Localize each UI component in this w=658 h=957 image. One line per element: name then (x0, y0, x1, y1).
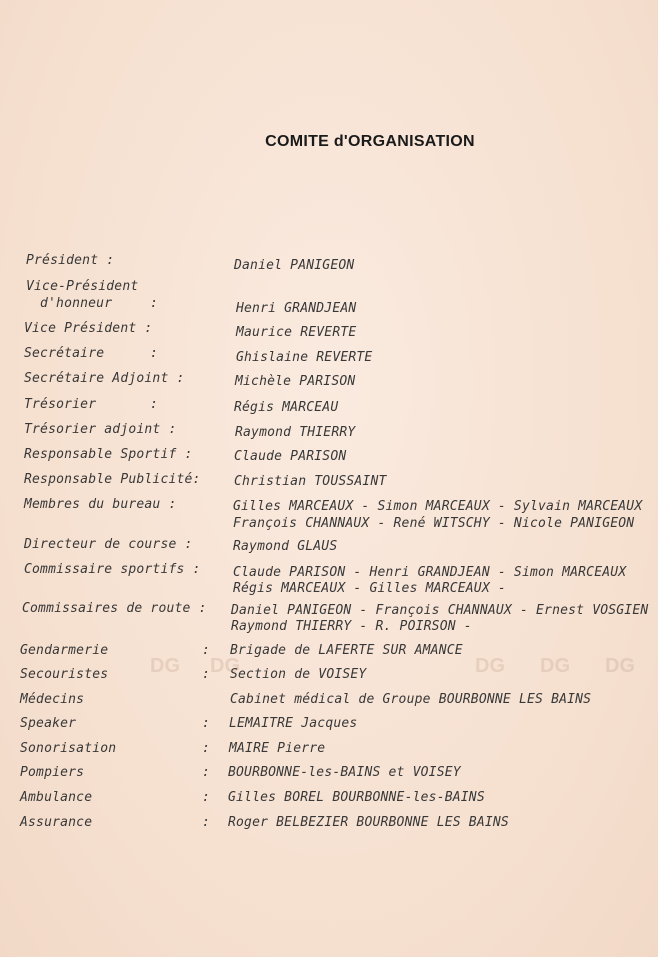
member-name: Régis MARCEAUX - Gilles MARCEAUX - (233, 581, 506, 596)
member-name: Roger BELBEZIER BOURBONNE LES BAINS (228, 815, 509, 830)
role-label: Vice Président : (24, 321, 153, 336)
colon-separator: : (202, 643, 211, 658)
role-label: Président : (26, 253, 115, 268)
member-name: Brigade de LAFERTE SUR AMANCE (230, 643, 463, 658)
role-label: Médecins (20, 692, 85, 707)
role-label: Pompiers (20, 765, 85, 780)
member-name: Claude PARISON - Henri GRANDJEAN - Simon MARCEAUX (233, 565, 627, 580)
role-label: Trésorier (24, 397, 97, 412)
colon-separator: : (202, 790, 211, 805)
member-name: Raymond THIERRY (235, 425, 356, 440)
role-label: Secouristes (20, 667, 109, 682)
member-name: Régis MARCEAU (234, 400, 339, 415)
role-label: Directeur de course : (24, 537, 193, 552)
role-label: Sonorisation (20, 741, 117, 756)
role-label: Speaker (20, 716, 77, 731)
member-name: Raymond GLAUS (233, 539, 338, 554)
role-label: Ambulance (20, 790, 93, 805)
member-name: BOURBONNE-les-BAINS et VOISEY (228, 765, 461, 780)
role-label: Vice-Président (26, 279, 139, 294)
colon-separator: : (202, 741, 211, 756)
member-name: Michèle PARISON (235, 374, 356, 389)
colon-separator: : (202, 716, 211, 731)
watermark: DG (210, 655, 240, 677)
member-name: Christian TOUSSAINT (234, 474, 387, 489)
role-label: Membres du bureau : (24, 497, 177, 512)
role-label: Secrétaire (24, 346, 105, 361)
member-name: Cabinet médical de Groupe BOURBONNE LES BAINS (230, 692, 592, 707)
colon-separator: : (150, 346, 159, 361)
member-name: Raymond THIERRY - R. POIRSON - (231, 619, 472, 634)
member-name: Claude PARISON (234, 449, 347, 464)
role-label-continued: d'honneur (40, 296, 113, 311)
role-label: Responsable Sportif : (24, 447, 193, 462)
member-name: Maurice REVERTE (236, 325, 357, 340)
colon-separator: : (202, 815, 211, 830)
member-name: Daniel PANIGEON (234, 258, 355, 273)
member-name: Ghislaine REVERTE (236, 350, 373, 365)
member-name: MAIRE Pierre (229, 741, 326, 756)
colon-separator: : (150, 397, 159, 412)
colon-separator: : (150, 296, 159, 311)
member-name: Section de VOISEY (230, 667, 367, 682)
member-name: Daniel PANIGEON - François CHANNAUX - Ernest VOSGIEN (231, 603, 649, 618)
member-name: LEMAITRE Jacques (229, 716, 358, 731)
role-label: Responsable Publicité: (24, 472, 201, 487)
role-label: Commissaire sportifs : (24, 562, 201, 577)
watermark: DG (540, 655, 570, 677)
member-name: Gilles MARCEAUX - Simon MARCEAUX - Sylvain MARCEAUX (233, 499, 643, 514)
watermark: DG (150, 655, 180, 677)
member-name: Gilles BOREL BOURBONNE-les-BAINS (228, 790, 485, 805)
watermark: DG (475, 655, 505, 677)
page-title: COMITE d'ORGANISATION (265, 133, 475, 150)
role-label: Trésorier adjoint : (24, 422, 177, 437)
role-label: Assurance (20, 815, 93, 830)
role-label: Commissaires de route : (22, 601, 207, 616)
role-label: Gendarmerie (20, 643, 109, 658)
member-name: Henri GRANDJEAN (236, 301, 357, 316)
role-label: Secrétaire Adjoint : (24, 371, 185, 386)
colon-separator: : (202, 667, 211, 682)
watermark: DG (605, 655, 635, 677)
member-name: François CHANNAUX - René WITSCHY - Nicole PANIGEON (233, 516, 635, 531)
colon-separator: : (202, 765, 211, 780)
